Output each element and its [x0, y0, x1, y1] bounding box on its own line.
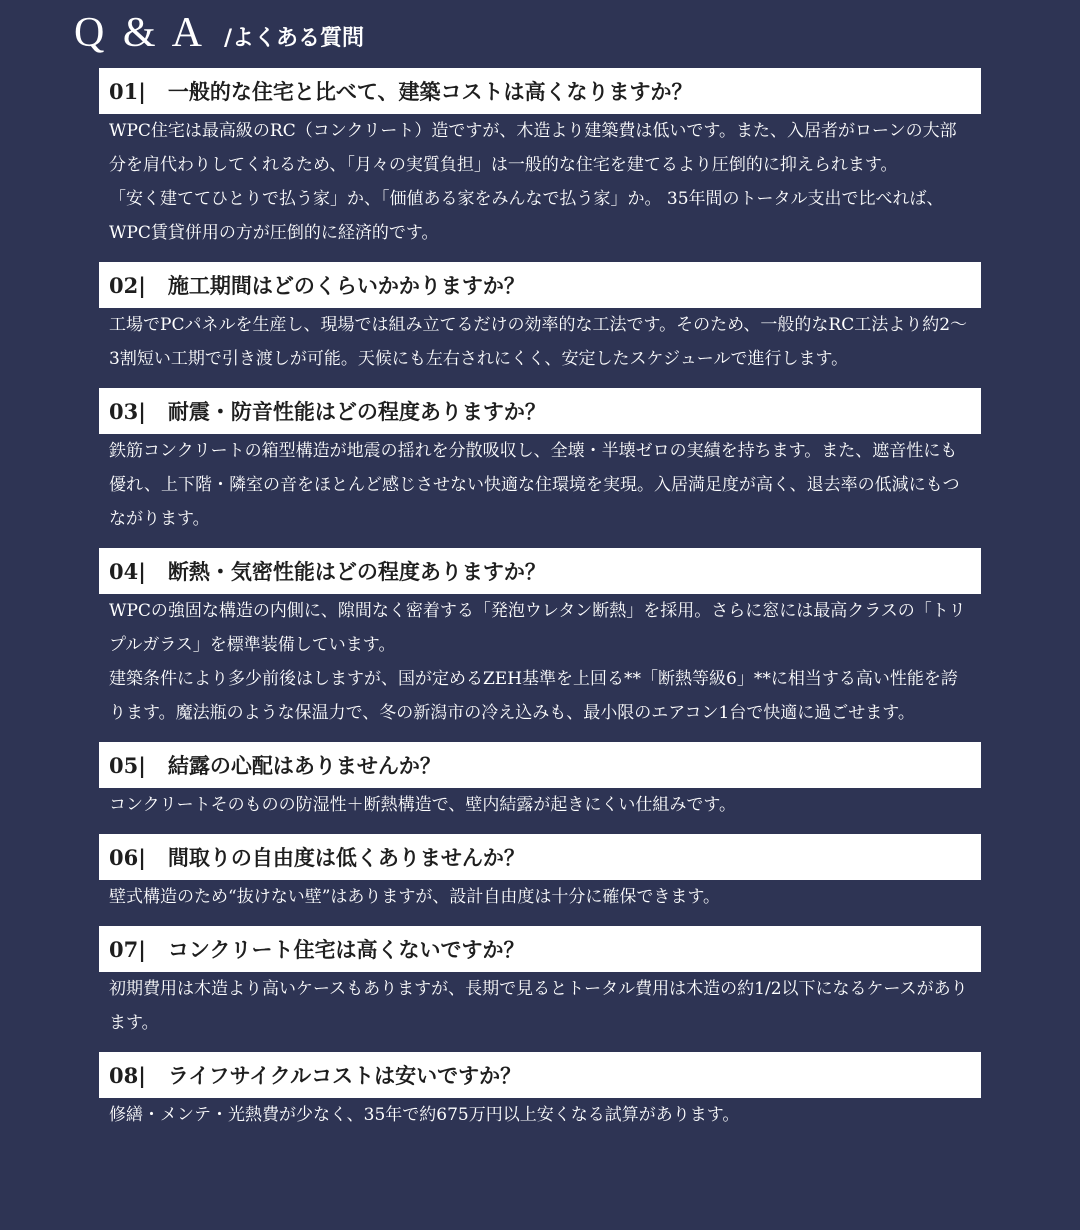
faq-answer	[99, 880, 981, 914]
question-text: ライフサイクルコストは安いですか？	[167, 1063, 522, 1088]
faq-answer	[99, 788, 981, 822]
answer-paragraph: 初期費用は木造より高いケースもありますが、長期で見るとトータル費用は木造の約1/2以下になるケースがあります。	[109, 979, 968, 1033]
question-number: 06|	[109, 844, 146, 870]
faq-item	[99, 68, 981, 250]
answer-paragraph: WPC住宅は最高級のRC（コンクリート）造ですが、木造より建築費は低いです。また、入居者がローンの大部分を肩代わりしてくれるため、「月々の実質負担」は一般的な住宅を建てるより圧倒的に抑えられます。	[109, 121, 957, 175]
faq-item	[99, 834, 981, 914]
question-number: 03|	[109, 398, 146, 424]
question-text: 結露の心配はありませんか？	[167, 753, 441, 778]
faq-question[interactable]	[99, 1052, 981, 1098]
faq-answer	[99, 114, 981, 250]
page-title	[74, 8, 364, 58]
answer-paragraph: 壁式構造のため“抜けない壁”はありますが、設計自由度は十分に確保できます。	[109, 887, 721, 907]
answer-paragraph: 「安く建ててひとりで払う家」か、「価値ある家をみんなで払う家」か。 35年間のトータル支出で比べれば、WPC賃貸併用の方が圧倒的に経済的です。	[109, 189, 944, 243]
question-number: 05|	[109, 752, 146, 778]
faq-answer	[99, 308, 981, 376]
faq-item	[99, 262, 981, 376]
faq-item	[99, 548, 981, 730]
question-number: 02|	[109, 272, 146, 298]
question-number: 08|	[109, 1062, 146, 1088]
question-text: 施工期間はどのくらいかかりますか？	[167, 273, 525, 298]
faq-question[interactable]	[99, 548, 981, 594]
answer-paragraph: 工場でPCパネルを生産し、現場では組み立てるだけの効率的な工法です。そのため、一般的なRC工法より約2〜3割短い工期で引き渡しが可能。天候にも左右されにくく、安定したスケジュールで進行します。	[109, 315, 968, 369]
answer-paragraph: コンクリートそのものの防湿性＋断熱構造で、壁内結露が起きにくい仕組みです。	[109, 795, 736, 815]
faq-answer	[99, 594, 981, 730]
faq-answer	[99, 1098, 981, 1132]
faq-question[interactable]	[99, 834, 981, 880]
faq-answer	[99, 434, 981, 536]
faq-question[interactable]	[99, 262, 981, 308]
faq-item	[99, 926, 981, 1040]
question-number: 07|	[109, 936, 146, 962]
faq-question[interactable]	[99, 926, 981, 972]
question-number: 04|	[109, 558, 146, 584]
answer-paragraph: 鉄筋コンクリートの箱型構造が地震の揺れを分散吸収し、全壊・半壊ゼロの実績を持ちます。また、遮音性にも優れ、上下階・隣室の音をほとんど感じさせない快適な住環境を実現。入居満足度が高く、退去率の低減にもつながります。	[109, 441, 960, 529]
title-qa: Q & A	[74, 10, 207, 56]
question-text: 一般的な住宅と比べて、建築コストは高くなりますか？	[167, 79, 693, 104]
question-text: 間取りの自由度は低くありませんか？	[167, 845, 525, 870]
title-subtitle: /よくある質問	[224, 25, 365, 51]
faq-item	[99, 388, 981, 536]
faq-question[interactable]	[99, 742, 981, 788]
faq-answer	[99, 972, 981, 1040]
question-number: 01|	[109, 78, 146, 104]
question-text: コンクリート住宅は高くないですか？	[167, 937, 525, 962]
faq-question[interactable]	[99, 68, 981, 114]
faq-item	[99, 1052, 981, 1132]
answer-paragraph: WPCの強固な構造の内側に、隙間なく密着する「発泡ウレタン断熱」を採用。さらに窓には最高クラスの「トリプルガラス」を標準装備しています。	[109, 601, 966, 655]
question-text: 耐震・防音性能はどの程度ありますか？	[167, 399, 546, 424]
answer-paragraph: 修繕・メンテ・光熱費が少なく、35年で約675万円以上安くなる試算があります。	[109, 1105, 740, 1125]
faq-item	[99, 742, 981, 822]
faq-list	[99, 68, 981, 1144]
question-text: 断熱・気密性能はどの程度ありますか？	[167, 559, 546, 584]
answer-paragraph: 建築条件により多少前後はしますが、国が定めるZEH基準を上回る**「断熱等級6」**に相当する高い性能を誇ります。魔法瓶のような保温力で、冬の新潟市の冷え込みも、最小限のエアコン1台で快適に過ごせます。	[109, 669, 958, 723]
faq-question[interactable]	[99, 388, 981, 434]
